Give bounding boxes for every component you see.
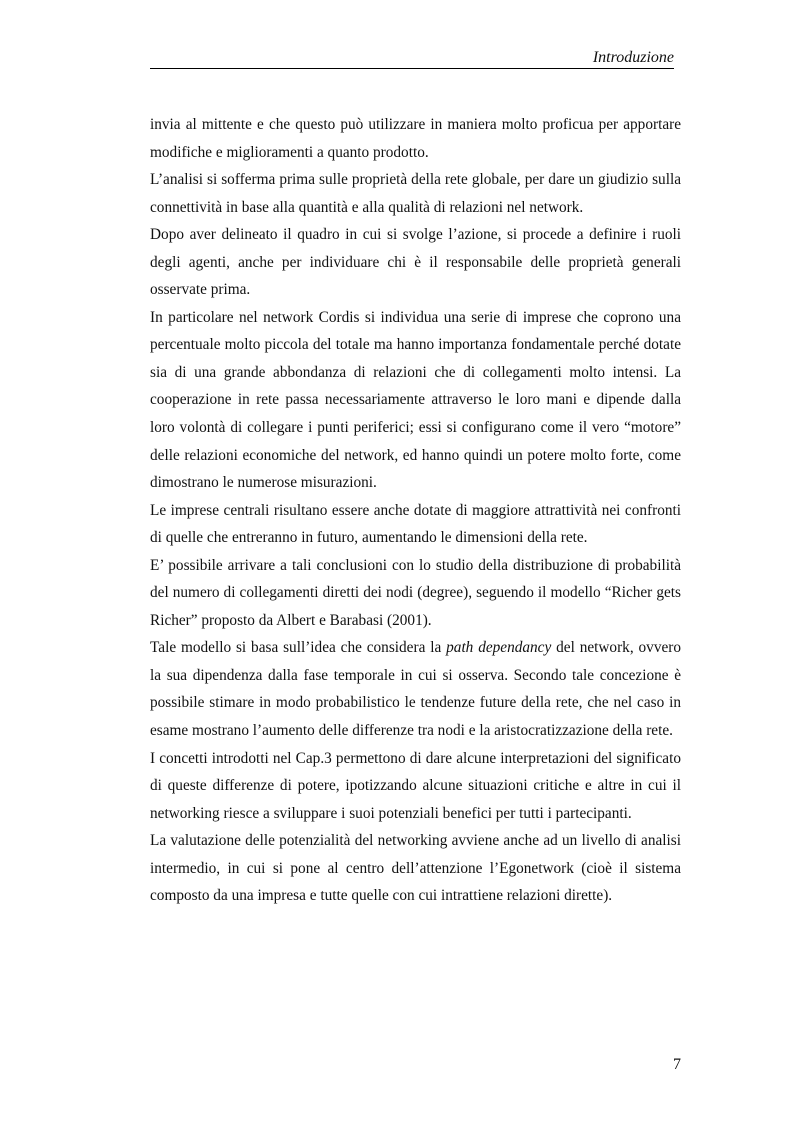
paragraph-1: invia al mittente e che questo può utilizzare in maniera molto proficua per apportare modifiche e miglioramenti a quanto prodotto. — [150, 116, 681, 161]
page-number: 7 — [673, 1056, 681, 1073]
paragraph-2: L’analisi si sofferma prima sulle proprietà della rete globale, per dare un giudizio sulla connettività in base alla quantità e alla qualità di relazioni nel network. — [150, 171, 681, 216]
italic-term: path dependancy — [446, 639, 552, 657]
paragraph-8: I concetti introdotti nel Cap.3 permettono di dare alcune interpretazioni del significato di queste differenze di potere, ipotizzando alcune situazioni critiche e altre in cui il networking riesce a sviluppare i suoi potenziali benefici per tutti i partecipanti. — [150, 749, 681, 822]
running-header — [150, 46, 674, 69]
paragraph-5: Le imprese centrali risultano essere anche dotate di maggiore attrattività nei confronti di quelle che entreranno in futuro, aumentando le dimensioni della rete. — [150, 501, 681, 547]
paragraph-4: In particolare nel network Cordis si individua una serie di imprese che coprono una percentuale molto piccola del totale ma hanno importanza fondamentale perché dotate sia di una grande abbondanza di relazioni che di collegamenti molto intensi. La cooperazione in rete passa necessariamente attraverso le loro mani e dipende dalla loro volontà di collegare i punti periferici; essi si configurano come il vero “motore” delle relazioni economiche del network, ed hanno quindi un potere molto forte, come dimostrano le numerose misurazioni. — [150, 308, 681, 492]
paragraph-6: E’ possibile arrivare a tali conclusioni con lo studio della distribuzione di probabilità del numero di collegamenti diretti dei nodi (degree), seguendo il modello “Richer gets Richer” proposto da Albert e Barabasi (2001). — [150, 556, 681, 629]
chapter-title: Introduzione — [592, 49, 674, 66]
paragraph-7 — [150, 634, 681, 744]
paragraph-9: La valutazione delle potenzialità del networking avviene anche ad un livello di analisi intermedio, in cui si pone al centro dell’attenzione l’Egonetwork (cioè il sistema composto da una impresa e tutte quelle con cui intrattiene relazioni dirette). — [150, 832, 681, 905]
paragraph-7-start: Tale modello si basa sull’idea che considera la — [150, 639, 447, 657]
paragraph-7-end: del network, ovvero la sua dipendenza dalla fase temporale in cui si osserva. Secondo tale concezione è possibile stimare in modo probabilistico le tendenze future della rete, che nel caso in esame mostrano l’aumento delle differenze tra nodi e la aristocratizzazione della rete. — [150, 639, 681, 740]
paragraph-3: Dopo aver delineato il quadro in cui si svolge l’azione, si procede a definire i ruoli degli agenti, anche per individuare chi è il responsabile delle proprietà generali osservate prima. — [150, 226, 681, 299]
body-text — [150, 111, 681, 910]
